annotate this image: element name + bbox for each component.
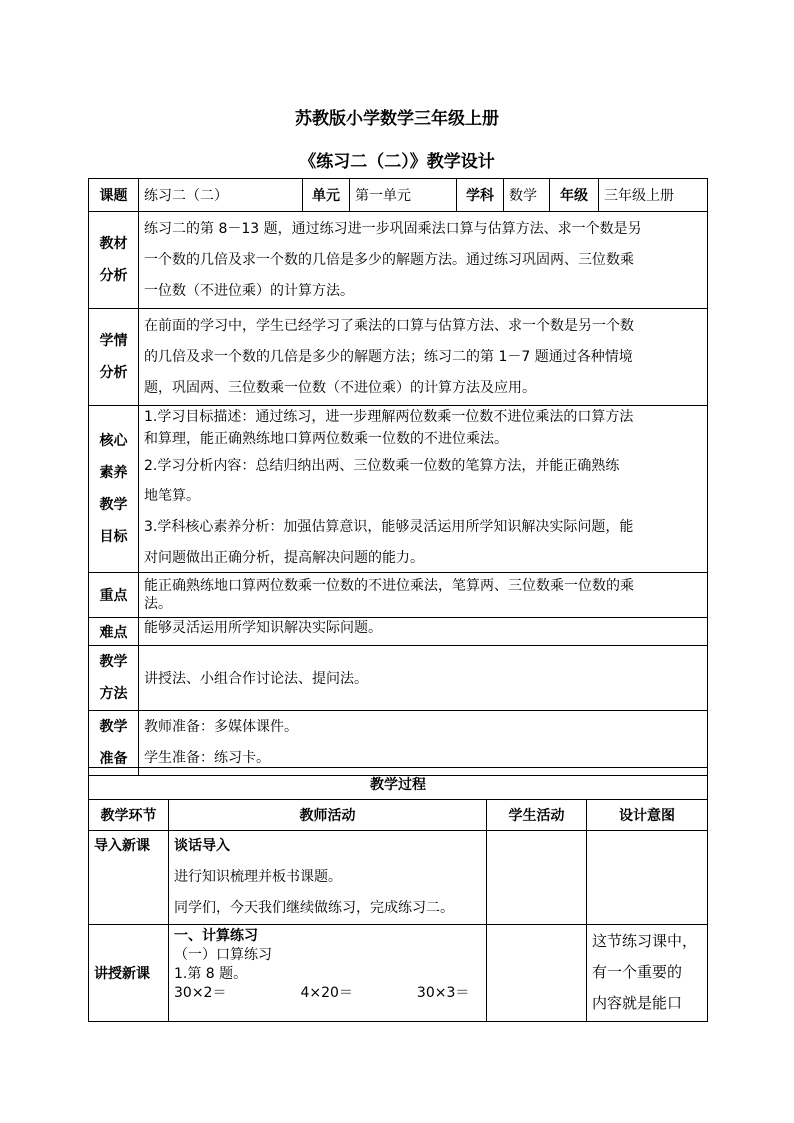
difficulty-row	[89, 618, 708, 646]
process-title: 教学过程	[89, 768, 708, 800]
method-label: 教学 方法	[89, 646, 139, 711]
lecture-stage: 讲授新课	[89, 925, 169, 1022]
student-analysis: 在前面的学习中，学生已经学习了乘法的口算与估算方法、求一个数是另一个数 的几倍及求一个数的几倍是多少的解题方法；练习二的第 1－7 题通过各种情境 题，巩固两、三位数乘一位数（不进位乘）的计算方法及应用。	[139, 309, 708, 406]
lecture-intent: 这节练习课中， 有一个重要的 内容就是能口	[587, 925, 708, 1022]
info-row	[89, 179, 708, 212]
key-point-row	[89, 573, 708, 618]
subject-value: 数学	[504, 179, 550, 212]
calc-row	[174, 984, 481, 1003]
topic-label: 课题	[89, 179, 139, 212]
calc-item: 4×20＝	[300, 985, 353, 1001]
goals-label: 核心 素养 教学 目标	[89, 406, 139, 573]
lecture-row	[89, 925, 708, 1022]
key-point-label: 重点	[89, 573, 139, 618]
lesson-info-table	[88, 178, 708, 776]
teaching-process-table	[88, 767, 708, 1022]
prep-row	[89, 711, 708, 776]
goals-row	[89, 406, 708, 573]
process-header-row	[89, 800, 708, 831]
method-row	[89, 646, 708, 711]
document-title: 苏教版小学数学三年级上册	[295, 109, 499, 129]
student-label: 学情 分析	[89, 309, 139, 406]
lecture-student	[487, 925, 587, 1022]
unit-label: 单元	[303, 179, 350, 212]
intro-stage: 导入新课	[89, 831, 169, 925]
student-row	[89, 309, 708, 406]
difficulty-label: 难点	[89, 618, 139, 646]
key-point: 能正确熟练地口算两位数乘一位数的不进位乘法，笔算两、三位数乘一位数的乘 法。	[139, 573, 708, 618]
grade-value: 三年级上册	[599, 179, 708, 212]
intro-teacher: 谈话导入 进行知识梳理并板书课题。 同学们，今天我们继续做练习，完成练习二。	[169, 831, 487, 925]
intro-intent	[587, 831, 708, 925]
header-intent: 设计意图	[587, 800, 708, 831]
header-teacher: 教师活动	[169, 800, 487, 831]
unit-value: 第一单元	[350, 179, 457, 212]
subject-label: 学科	[457, 179, 504, 212]
intro-row	[89, 831, 708, 925]
core-goals: 1.学习目标描述：通过练习，进一步理解两位数乘一位数不进位乘法的口算方法 和算理，能正确熟练地口算两位数乘一位数的不进位乘法。 2.学习分析内容：总结归纳出两、三位数乘一位数的笔算方法，并能正确熟练 地笔算。 3.学科核心素养分析：加强估算意识，能够灵活运用所学知识解决实际问题，能 对问题做出正确分析，提高解决问题的能力。	[139, 406, 708, 573]
material-analysis: 练习二的第 8－13 题，通过练习进一步巩固乘法口算与估算方法、求一个数是另 一个数的几倍及求一个数的几倍是多少的解题方法。通过练习巩固两、三位数乘 一位数（不进位乘）的计算方法。	[139, 212, 708, 309]
process-title-row	[89, 768, 708, 800]
grade-label: 年级	[550, 179, 599, 212]
difficulty: 能够灵活运用所学知识解决实际问题。	[139, 618, 708, 646]
document-subtitle: 《练习二（二）》教学设计	[299, 152, 495, 172]
material-row	[89, 212, 708, 309]
prep-label: 教学 准备	[89, 711, 139, 776]
header-student: 学生活动	[487, 800, 587, 831]
topic-value: 练习二（二）	[139, 179, 303, 212]
teaching-prep: 教师准备：多媒体课件。 学生准备：练习卡。	[139, 711, 708, 776]
header-stage: 教学环节	[89, 800, 169, 831]
calc-item: 30×3＝	[416, 985, 470, 1001]
material-label: 教材 分析	[89, 212, 139, 309]
lecture-teacher: 一、计算练习 （一）口算练习 1.第 8 题。 30×2＝ 4×20＝ 30×3＝	[169, 925, 487, 1022]
teaching-method: 讲授法、小组合作讨论法、提问法。	[139, 646, 708, 711]
calc-item: 30×2＝	[174, 985, 227, 1001]
intro-student	[487, 831, 587, 925]
